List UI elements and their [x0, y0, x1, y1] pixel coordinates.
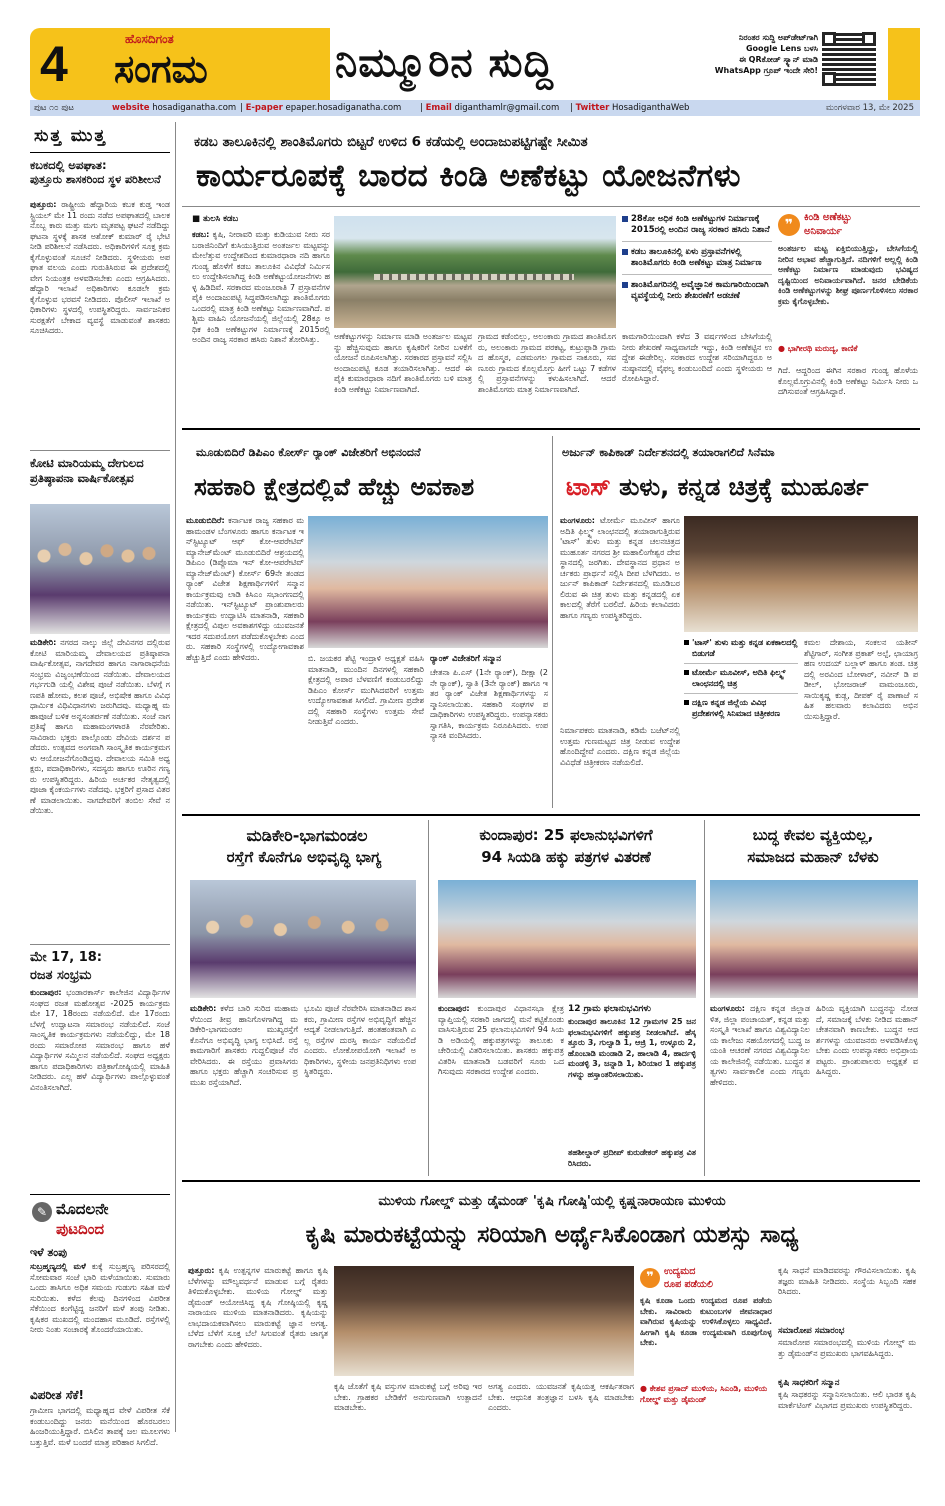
- bottom-headline: ಕೃಷಿ ಮಾರುಕಟ್ಟೆಯನ್ನು ಸರಿಯಾಗಿ ಅರ್ಥೈಸಿಕೊಂಡಾಗ ಯಶಸ್ಸು ಸಾಧ್ಯ: [305, 1222, 799, 1248]
- story2-headline: ಕೋಟಿ ಮಾರಿಯಮ್ಮ ದೇಗುಲದ ಪ್ರತಿಷ್ಠಾಪನಾ ವಾರ್ಷಿಕೋತ್ಸವ: [30, 456, 144, 485]
- lead-kicker: ಕಡಬ ತಾಲೂಕಿನಲ್ಲಿ ಶಾಂತಿಮೊಗರು ಬಿಟ್ಟರೆ ಉಳಿದ 6 ಕಡೆಯಲ್ಲಿ ಅಂದಾಜುಪಟ್ಟಿಗಷ್ಟೇ ಸೀಮಿತ: [194, 134, 588, 150]
- column-rule: [175, 122, 176, 1432]
- coop-body3: ಚೇತನಾ ಪಿ.ಎಸ್ (1ನೇ ರ್‍ಯಾಂಕ್), ದೀಕ್ಷಾ (2ನೇ ರ್‍ಯಾಂಕ್), ಸ್ವಾತಿ (3ನೇ ರ್‍ಯಾಂಕ್) ಹಾಗೂ ಇತರ ರ್‍ಯಾಂಕ್ ವಿಜೇತ ಶಿಕ್ಷಣಾರ್ಥಿಗಳನ್ನು ಸನ್ಮಾನಿಸಲಾಯಿತು. ಸಹಕಾರಿ ಸಂಘಗಳ ಪದಾಧಿಕಾರಿಗಳು ಉಪಸ್ಥಿತರಿದ್ದರು. ಉಪನ್ಯಾಸಕರು ಸ್ವಾಗತಿಸಿ, ಕಾರ್ಯಕ್ರಮ ನಿರೂಪಿಸಿದರು. ಉಪನ್ಯಾಸಕಿ ವಂದಿಸಿದರು.: [430, 668, 548, 740]
- quote-author: ● ಕೇಶವ ಪ್ರಸಾದ್ ಮುಳಿಯ, ಸಿಎಂಡಿ, ಮುಳಿಯ ಗೋಲ್ಡ್ ಮತ್ತು ಡೈಮಂಡ್: [640, 1384, 768, 1404]
- kundapura-story: [430, 818, 702, 1178]
- box-author: ● ಭಾಗೀರಥಿ ಮರುದ್ಯ, ಕಾಣಿಕೆ: [778, 344, 858, 353]
- column-rule: [428, 820, 429, 1176]
- bottom-sub2: ಕೃಷಿ ಸಾಧಕರಿಗೆ ಸನ್ಮಾನ: [778, 1378, 840, 1388]
- column-rule: [552, 436, 553, 808]
- bottom-story: [182, 1184, 920, 1434]
- film-photo: [684, 516, 918, 632]
- coop-subhead: ರ್‍ಯಾಂಕ್ ವಿಜೇತರಿಗೆ ಸನ್ಮಾನ: [430, 654, 501, 664]
- bottom-body1: ಪುತ್ತೂರು: ಕೃಷಿ ಉತ್ಪನ್ನಗಳ ಮಾರುಕಟ್ಟೆ ಹಾಗೂ ಕೃಷಿ ಬೆಳೆಗಳನ್ನು ಮೌಲ್ಯವರ್ಧನೆ ಮಾಡುವ ಬಗ್ಗೆ ರೈತರು ತಿಳಿದುಕೊಳ್ಳಬೇಕು. ಮುಳಿಯ ಗೋಲ್ಡ್ ಮತ್ತು ಡೈಮಂಡ್ ಆಯೋಜಿಸಿದ್ದ ಕೃಷಿ ಗೋಷ್ಠಿಯಲ್ಲಿ ಕೃಷ್ಣನಾರಾಯಣ ಮುಳಿಯ ಮಾತನಾಡಿದರು. ಕೃಷಿಯನ್ನು ಲಾಭದಾಯಕವಾಗಿಸಲು ಮಾರುಕಟ್ಟೆ ಜ್ಞಾನ ಅಗತ್ಯ. ಬೆಳೆದ ಬೆಳೆಗೆ ಸೂಕ್ತ ಬೆಲೆ ಸಿಗುವಂತೆ ರೈತರು ಜಾಗೃತರಾಗಬೇಕು ಎಂದು ಹೇಳಿದರು.: [188, 1266, 328, 1349]
- bullet-item: ಶಾಂತಿಮೊಗರಿನಲ್ಲಿ ಅವೈಜ್ಞಾನಿಕ ಕಾಮಗಾರಿಯಿಂದಾಗಿ ವ್ಯವಸ್ಥೆಯಲ್ಲಿ ನೀರು ಶೇಖರಣೆಗೆ ಅಡಚಣೆ: [622, 280, 772, 302]
- buddha-body1: ಮಂಗಳೂರು: ದಕ್ಷಿಣ ಕನ್ನಡ ಜಿಲ್ಲಾಡಳಿತ, ಜಿಲ್ಲಾ ಪಂಚಾಯತ್, ಕನ್ನಡ ಮತ್ತು ಸಂಸ್ಕೃತಿ ಇಲಾಖೆ ಹಾಗೂ ವಿಶ್ವವಿದ್ಯಾನಿಲಯ ಕಾಲೇಜು ಸಹಯೋಗದಲ್ಲಿ ಬುದ್ಧ ಜಯಂತಿ ಆಚರಣೆ ನಗರದ ವಿಶ್ವವಿದ್ಯಾನಿಲಯ ಕಾಲೇಜಿನಲ್ಲಿ ನಡೆಯಿತು. ಬುದ್ಧನ ತತ್ವಗಳು ಸಾರ್ವಕಾಲಿಕ ಎಂದು ಗಣ್ಯರು ಹೇಳಿದರು.: [710, 1004, 810, 1087]
- film-story: [556, 432, 920, 812]
- buddha-headline1: ಬುದ್ಧ ಕೇವಲ ವ್ಯಕ್ತಿಯಲ್ಲ,: [752, 826, 874, 844]
- lead-body-col1: ಕಡಬ: ಕೃಷಿ, ನೀರಾವರಿ ಮತ್ತು ಕುಡಿಯುವ ನೀರು ಸರಬರಾಜಿನಿಂದಿಗೆ ಕುಸಿಯುತ್ತಿರುವ ಅಂತರ್ಜಲ ಮಟ್ಟವನ್ನು ಮೇಲೆತ್ತುವ ಉದ್ದೇಶದಿಂದ ಕುಮಾರಧಾರಾ ನದಿ ಹಾಗೂ ಗುಂಡ್ಯ ಹೊಳೆಗೆ ಕಡಬ ತಾಲೂಕಿನ ವಿವಿಧೆಡೆ ನಿರ್ಮಿಸಲು ಉದ್ದೇಶಿಸಲಾಗಿದ್ದ ಕಿಂಡಿ ಅಣೆಕಟ್ಟುಯೋಜನೆಗಳು ಹಳ್ಳ ಹಿಡಿದಿವೆ. ಸರಕಾರದ ಮಂಜೂರಾತಿ 7 ಪ್ರಸ್ತಾವನೆಗಳ ಪೈಕಿ ಅಂದಾಜುಪಟ್ಟಿ ಸಿದ್ಧಪಡಿಸಲಾಗಿದ್ದು ಶಾಂತಿಮೊಗರು ಒಂದರಲ್ಲಿ ಮಾತ್ರ ಕಿಂಡಿ ಅಣೆಕಟ್ಟು ನಿರ್ಮಾಣವಾಗಿದೆ. ಪಶ್ಚಿಮ ವಾಹಿನಿ ಯೋಜನೆಯಲ್ಲಿ ಜಿಲ್ಲೆಯಲ್ಲಿ 28ಕ್ಕೂ ಅಧಿಕ ಕಿಂಡಿ ಅಣೆಕಟ್ಟುಗಳ ನಿರ್ಮಾಣಕ್ಕೆ 2015ರಲ್ಲಿ ಅಂದಿನ ರಾಜ್ಯ ಸರಕಾರ ಹಸಿರು ನಿಶಾನೆ ತೋರಿಸಿತ್ತು.: [192, 230, 330, 344]
- bottom-kicker: ಮುಳಿಯ ಗೋಲ್ಡ್ ಮತ್ತು ಡೈಮಂಡ್ 'ಕೃಷಿ ಗೋಷ್ಠಿ'ಯಲ್ಲಿ ಕೃಷ್ಣನಾರಾಯಣ ಮುಳಿಯ: [378, 1194, 726, 1209]
- column-rule: [704, 820, 705, 1176]
- bottom-body5: ಸಮಾರೋಪ ಸಮಾರಂಭದಲ್ಲಿ ಮುಳಿಯ ಗೋಲ್ಡ್ ಮತ್ತು ಡೈಮಂಡ್‌ನ ಪ್ರಮುಖರು ಭಾಗವಹಿಸಿದ್ದರು.: [778, 1338, 916, 1358]
- divider: [30, 450, 170, 451]
- story4-sub2: ವಿಪರೀತ ಸೆಕೆ!: [30, 1388, 84, 1402]
- box-title2: ಅನಿವಾರ್ಯ: [804, 226, 842, 237]
- lead-story: [182, 122, 920, 424]
- qr-code-icon[interactable]: [822, 32, 876, 86]
- qr-text: ನಿರಂತರ ಸುದ್ದಿ ಅಪ್‌ಡೇಟ್‌ಗಾಗಿ Google Lens ಬಳಸಿ ಈ QRಕೋಡ್ ಸ್ಕ್ಯಾನ್ ಮಾಡಿ WhatsApp ಗ್ರೂಪ್ ಇಂದೇ ಸೇರಿ!: [714, 33, 818, 75]
- corner-block: [888, 28, 920, 100]
- masthead: [30, 28, 920, 100]
- issue-date: ಮಂಗಳವಾರ 13, ಮೇ 2025: [825, 103, 914, 113]
- bullet-item: 'ಟಾಸ್' ತುಳು ಮತ್ತು ಕನ್ನಡ ಏಕಕಾಲದಲ್ಲಿ ಬಿಡುಗಡೆ: [684, 638, 798, 659]
- story4-sub1: ಇಳೆ ತಂಪು: [30, 1246, 68, 1259]
- coop-body2: ಬಿ. ಜಯಕರ ಶೆಟ್ಟಿ ಇಂದ್ರಾಳಿ ಅಧ್ಯಕ್ಷತೆ ವಹಿಸಿ ಮಾತನಾಡಿ, ಮುಂದಿನ ದಿನಗಳಲ್ಲಿ ಸಹಕಾರಿ ಕ್ಷೇತ್ರದಲ್ಲಿ ಅಪಾರ ಬೆಳವಣಿಗೆ ಕಂಡುಬರಲಿದ್ದು ಡಿಪಿಎಂ ಕೋರ್ಸ್ ಮುಗಿಸಿದವರಿಗೆ ಉತ್ತಮ ಉದ್ಯೋಗಾವಕಾಶ ಸಿಗಲಿದೆ. ಗ್ರಾಮೀಣ ಪ್ರದೇಶದಲ್ಲಿ ಸಹಕಾರಿ ಸಂಸ್ಥೆಗಳು ಉತ್ತಮ ಸೇವೆ ನೀಡುತ್ತಿವೆ ಎಂದರು.: [308, 654, 424, 726]
- page-number: 4: [40, 36, 68, 92]
- divider: [30, 944, 170, 945]
- pages-count: ಪುಟ ೧೦ ಪುಟ: [34, 103, 74, 113]
- buddha-headline2: ಸಮಾಜದ ಮಹಾನ್ ಬೆಳಕು: [747, 848, 879, 866]
- lead-body-col5: ಗಿದೆ. ಆದ್ದರಿಂದ ಈಗಿನ ಸರಕಾರ ಗುಂಡ್ಯ ಹೊಳೆಯ ಕೊಲ್ಲಮೊಗ್ರುವಿನಲ್ಲಿ ಕಿಂಡಿ ಅಣೆಕಟ್ಟು ನಿರ್ಮಿಸಿ ನೀರು ಒದಗಿಸುವಂತೆ ಆಗ್ರಹಿಸಿದ್ದಾರೆ.: [778, 366, 918, 396]
- bullet-item: ದಕ್ಷಿಣ ಕನ್ನಡ ಜಿಲ್ಲೆಯ ವಿವಿಧ ಪ್ರದೇಶಗಳಲ್ಲಿ ಸಿನಿಮಾದ ಚಿತ್ರೀಕರಣ: [684, 698, 798, 719]
- masthead-title: ನಿಮ್ಮೂರಿನ ಸುದ್ದಿ: [335, 40, 554, 86]
- lead-body-col2: ಅಣೆಕಟ್ಟುಗಳನ್ನು ನಿರ್ಮಾಣ ಮಾಡಿ ಅಂತರ್ಜಲ ಮಟ್ಟವನ್ನು ಹೆಚ್ಚಿಸುವುದು ಹಾಗೂ ಕೃಷಿಕರಿಗೆ ನೀರಿನ ಬಳಕೆಗೆ ಯೋಜನೆ ರೂಪಿಸಲಾಗಿತ್ತು. ಸರಕಾರದ ಪ್ರಸ್ತಾವನೆ ಸಲ್ಲಿಸಿ ಅಂದಾಜುಪಟ್ಟಿ ಕೂಡ ತಯಾರಿಸಲಾಗಿತ್ತು. ಆದರೆ ಈ ಪೈಕಿ ಕುಮಾರಧಾರಾ ನದಿಗೆ ಶಾಂತಿಮೊಗರು ಬಳಿ ಮಾತ್ರ ಕಿಂಡಿ ಅಣೆಕಟ್ಟು ನಿರ್ಮಾಣವಾಗಿದೆ.: [334, 332, 472, 394]
- story1-body: ಪುತ್ತೂರು: ರಾಷ್ಟ್ರೀಯ ಹೆದ್ದಾರಿಯ ಕಬಕ ಕುಡ್ತ ಇಂಡಸ್ಟ್ರಿಯಲ್ ಮೇ 11 ರಂದು ನಡೆದ ಅಪಘಾತದಲ್ಲಿ ಬಾಲಕನೊಬ್ಬ ಕಾರು ಮತ್ತು ಮಗು ಮೃತಪಟ್ಟ ಘಟನೆ ನಡೆದಿದ್ದು ಘಟನಾ ಸ್ಥಳಕ್ಕೆ ಶಾಸಕ ಅಶೋಕ್ ಕುಮಾರ್ ರೈ ಭೇಟಿ ನೀಡಿ ಪರಿಶೀಲನೆ ನಡೆಸಿದರು. ಅಧಿಕಾರಿಗಳಿಗೆ ಸೂಕ್ತ ಕ್ರಮ ಕೈಗೊಳ್ಳುವಂತೆ ಸೂಚನೆ ನೀಡಿದರು. ಸ್ಥಳೀಯರು ಅಪಘಾತ ವಲಯ ಎಂದು ಗುರುತಿಸಿರುವ ಈ ಪ್ರದೇಶದಲ್ಲಿ ವೇಗ ನಿಯಂತ್ರಕ ಅಳವಡಿಸಬೇಕು ಎಂದು ಆಗ್ರಹಿಸಿದರು. ಹೆದ್ದಾರಿ ಇಲಾಖೆ ಅಧಿಕಾರಿಗಳು ಕೂಡಲೇ ಕ್ರಮ ಕೈಗೊಳ್ಳುವ ಭರವಸೆ ನೀಡಿದರು. ಪೊಲೀಸ್ ಇಲಾಖೆ ಅಧಿಕಾರಿಗಳು ಸ್ಥಳದಲ್ಲಿ ಉಪಸ್ಥಿತರಿದ್ದರು. ಸಾರ್ವಜನಿಕರ ಸುರಕ್ಷತೆಗೆ ಬೇಕಾದ ವ್ಯವಸ್ಥೆ ಮಾಡುವಂತೆ ಶಾಸಕರು ಸೂಚಿಸಿದರು.: [30, 200, 170, 335]
- kundapura-photo: [438, 880, 696, 998]
- story4-headline1: ಮೊದಲನೇ: [56, 1200, 109, 1218]
- villages-box: [568, 1004, 696, 1144]
- box-body: ಅಂತರ್ಜಲ ಮಟ್ಟ ಏಕ್ತಿಬಿಯುತ್ತಿದ್ದು, ಬೇಸಿಗೆಯಲ್ಲಿ ನೀರಿನ ಅಭಾವ ಹೆಚ್ಚಾಗುತ್ತಿದೆ. ನದಿಗಳಿಗೆ ಅಲ್ಲಲ್ಲಿ ಕಿಂಡಿ ಅಣೆಕಟ್ಟು ನಿರ್ಮಾಣ ಮಾಡುವುದು ಭವಿಷ್ಯದ ದೃಷ್ಟಿಯಿಂದ ಅನಿವಾರ್ಯವಾಗಿದೆ. ಜನರ ಬೇಡಿಕೆಯ ಕಿಂಡಿ ಅಣೆಕಟ್ಟುಗಳನ್ನು ಶೀಘ್ರ ಪೂರ್ಣಗೊಳಿಸಲು ಸರಕಾರ ಕ್ರಮ ಕೈಗೊಳ್ಳಬೇಕು.: [778, 244, 918, 306]
- website-link[interactable]: website hosadiganatha.com: [112, 103, 237, 113]
- quote-title2: ರೂಪ ಪಡೆಯಲಿ: [664, 1279, 713, 1290]
- epaper-link[interactable]: | E-paper epaper.hosadiganatha.com: [240, 103, 402, 113]
- film-body3: ನಿರ್ಮಾಪಕರು ಮಾತನಾಡಿ, ಕಡಿಮೆ ಬಜೆಟ್‌ನಲ್ಲಿ ಉತ್ತಮ ಗುಣಮಟ್ಟದ ಚಿತ್ರ ನೀಡುವ ಉದ್ದೇಶ ಹೊಂದಿದ್ದೇವೆ ಎಂದರು. ದಕ್ಷಿಣ ಕನ್ನಡ ಜಿಲ್ಲೆಯ ವಿವಿಧೆಡೆ ಚಿತ್ರೀಕರಣ ನಡೆಯಲಿದೆ.: [560, 726, 680, 767]
- bullet-item: ಕಡಬ ತಾಲೂಕಿನಲ್ಲಿ ಏಳು ಪ್ರಸ್ತಾವನೆಗಳಲ್ಲಿ ಶಾಂತಿಮೊಗರು ಕಿಂಡಿ ಅಣೆಕಟ್ಟು ಮಾತ್ರ ನಿರ್ಮಾಣ: [622, 247, 772, 269]
- river-dam-photo: [334, 216, 616, 328]
- bottom-body6: ಕೃಷಿ ಸಾಧಕರನ್ನು ಸನ್ಮಾನಿಸಲಾಯಿತು. ಆಲಿ ಭಾರತ ಕೃಷಿ ಮಾರ್ಕೆಟಿಂಗ್ ವಿಭಾಗದ ಪ್ರಮುಖರು ಉಪಸ್ಥಿತರಿದ್ದರು.: [778, 1390, 916, 1410]
- story3-body: ಕುಂದಾಪುರ: ಭಂಡಾರಕಾರ್ಸ್ ಕಾಲೇಜಿನ ವಿದ್ಯಾರ್ಥಿಗಳ ಸಂಘದ ರಜತ ಮಹೋತ್ಸವ -2025 ಕಾರ್ಯಕ್ರಮ ಮೇ 17, 18ರಂದು ನಡೆಯಲಿದೆ. ಮೇ 17ರಂದು ಬೆಳಗ್ಗೆ ಉದ್ಘಾಟನಾ ಸಮಾರಂಭ ನಡೆಯಲಿದೆ. ಸಂಜೆ ಸಾಂಸ್ಕೃತಿಕ ಕಾರ್ಯಕ್ರಮಗಳು ನಡೆಯಲಿದ್ದು, ಮೇ 18ರಂದು ಸಮಾರೋಪ ಸಮಾರಂಭ ಹಾಗೂ ಹಳೆ ವಿದ್ಯಾರ್ಥಿಗಳ ಸಮ್ಮಿಲನ ನಡೆಯಲಿದೆ. ಸಂಘದ ಅಧ್ಯಕ್ಷರು ಹಾಗೂ ಪದಾಧಿಕಾರಿಗಳು ಪತ್ರಿಕಾಗೋಷ್ಠಿಯಲ್ಲಿ ಮಾಹಿತಿ ನೀಡಿದರು. ಎಲ್ಲ ಹಳೆ ವಿದ್ಯಾರ್ಥಿಗಳು ಪಾಲ್ಗೊಳ್ಳುವಂತೆ ವಿನಂತಿಸಲಾಗಿದೆ.: [30, 988, 170, 1092]
- story1-headline1: ಕಬಕದಲ್ಲಿ ಅಪಘಾತ:: [30, 158, 107, 172]
- bottom-sub1: ಸಮಾರೋಪ ಸಮಾರಂಭ: [778, 1326, 845, 1336]
- section-rule: [182, 814, 920, 816]
- villages-box-title: 12 ಗ್ರಾಮ ಫಲಾನುಭವಿಗಳು: [568, 1004, 652, 1014]
- bullet-item: ಟೋರ್ಮೆ ಮೂವೀಸ್, ಅದಿತಿ ಫಿಲ್ಮ್ಸ್‌ ಲಾಂಛನದಲ್ಲಿ ಚಿತ್ರ: [684, 668, 798, 689]
- kundapura-body1: ಕುಂದಾಪುರ: ಕುಂದಾಪುರ ವಿಧಾನಸಭಾ ಕ್ಷೇತ್ರ ವ್ಯಾಪ್ತಿಯಲ್ಲಿ ಸರಕಾರಿ ಜಾಗದಲ್ಲಿ ಮನೆ ಕಟ್ಟಿಕೊಂಡು ವಾಸಿಸುತ್ತಿರುವ 25 ಫಲಾನುಭವಿಗಳಿಗೆ 94 ಸಿಯಡಿ ಅಡಿಯಲ್ಲಿ ಹಕ್ಕುಪತ್ರಗಳನ್ನು ತಾಲೂಕು ಕಚೇರಿಯಲ್ಲಿ ವಿತರಿಸಲಾಯಿತು. ಶಾಸಕರು ಹಕ್ಕುಪತ್ರ ವಿತರಿಸಿ ಮಾತನಾಡಿ ಬಡವರಿಗೆ ಸೂರು ಒದಗಿಸುವುದು ಸರಕಾರದ ಉದ್ದೇಶ ಎಂದರು.: [438, 1004, 564, 1076]
- quote-icon: ❞: [778, 214, 800, 236]
- divider: [182, 206, 920, 207]
- box-title1: ಕಿಂಡಿ ಅಣೆಕಟ್ಟು: [804, 212, 852, 223]
- kundapura-headline1: ಕುಂದಾಪುರ: 25 ಫಲಾನುಭವಿಗಳಿಗೆ: [479, 826, 653, 844]
- opinion-box: [778, 212, 918, 362]
- story3-headline2: ರಜತ ಸಂಭ್ರಮ: [30, 968, 92, 983]
- road-body1: ಮಡಿಕೇರಿ: ಕಳೆದ ಬಾರಿ ಸುರಿದ ಮಹಾಮಳೆಯಿಂದ ತೀವ್ರ ಹಾನಿಗೊಳಗಾಗಿದ್ದ ಮಡಿಕೇರಿ-ಭಾಗಮಂಡಲ ಮುಖ್ಯರಸ್ತೆಗೆ ಕೊನೆಗೂ ಅಭಿವೃದ್ಧಿ ಭಾಗ್ಯ ಲಭಿಸಿದೆ. ರಸ್ತೆ ಕಾಮಗಾರಿಗೆ ಶಾಸಕರು ಗುದ್ದಲಿಪೂಜೆ ನೆರವೇರಿಸಿದರು. ಈ ರಸ್ತೆಯು ಪ್ರವಾಸಿಗರು ಹಾಗೂ ಭಕ್ತರು ಹೆಚ್ಚಾಗಿ ಸಂಚರಿಸುವ ಪ್ರಮುಖ ರಸ್ತೆಯಾಗಿದೆ.: [190, 1004, 298, 1087]
- story4-headline2: ಪುಟದಿಂದ: [56, 1220, 105, 1238]
- pencil-icon: ✎: [32, 1202, 52, 1222]
- film-bullets: [684, 638, 798, 719]
- road-headline2: ರಸ್ತೆಗೆ ಕೊನೆಗೂ ಅಭಿವೃದ್ಧಿ ಭಾಗ್ಯ: [226, 848, 382, 866]
- bottom-photo: [334, 1266, 634, 1376]
- road-photo: [190, 880, 416, 998]
- temple-photo: [30, 504, 170, 634]
- brand-big: ಸಂಗಮ: [114, 47, 208, 91]
- villages-box-body: ಕುಂದಾಪುರ ತಾಲೂಕಿನ 12 ಗ್ರಾಮಗಳ 25 ಜನ ಫಲಾನುಭವಿಗಳಿಗೆ ಹಕ್ಕುಪತ್ರ ನೀಡಲಾಗಿದೆ. ಹೆಸ್ಕತ್ತೂರು 3, ಗುಲ್ವಾಡಿ 1, ಆಜ್ರಿ 1, ಉಳ್ಳೂರು 2, ಹೊಂಬಾಡಿ ಮಂಡಾಡಿ 2, ಹಾಲಾಡಿ 4, ಹಾರ್ದಳ್ಳಿ ಮಂಡಳ್ಳಿ 3, ಜನ್ನಾಡಿ 1, ಶಿರಿಯಾರ 1 ಹಕ್ಕುಪತ್ರಗಳನ್ನು ಹಸ್ತಾಂತರಿಸಲಾಯಿತು.: [568, 1017, 696, 1079]
- buddha-story: [706, 818, 920, 1178]
- lead-byline: ■ ತುಲಸಿ ಕಡಬ: [192, 214, 239, 224]
- film-headline: ಟಾಸ್ ತುಳು, ಕನ್ನಡ ಚಿತ್ರಕ್ಕೆ ಮುಹೂರ್ತ: [566, 473, 869, 501]
- quote-body: ಕೃಷಿ ಕೂಡಾ ಒಂದು ಉದ್ಯಮದ ರೂಪ ಪಡೆಯಬೇಕು. ಸಾವಿರಾರು ಕುಟುಂಬಗಳ ಜೀವನಾಧಾರವಾಗಿರುವ ಕೃಷಿಯನ್ನು ಉಳಿಸಿಕೊಳ್ಳಲು ಸಾಧ್ಯವಿದೆ. ಹೀಗಾಗಿ ಕೃಷಿ ಕೂಡಾ ಉದ್ಯಮವಾಗಿ ರೂಪುಗೊಳ್ಳಬೇಕು.: [640, 1296, 772, 1347]
- bullet-item: 28ಕೋ ಅಧಿಕ ಕಿಂಡಿ ಅಣೆಕಟ್ಟುಗಳ ನಿರ್ಮಾಣಕ್ಕೆ 2015ರಲ್ಲಿ ಅಂದಿನ ರಾಜ್ಯ ಸರಕಾರ ಹಸಿರು ನಿಶಾನೆ: [622, 214, 772, 236]
- kundapura-author: ತಹಶೀಲ್ದಾರ್ ಪ್ರದೀಪ್ ಕುರುಡೇಕರ್ ಹಕ್ಕುಪತ್ರ ವಿತರಿಸಿದರು.: [568, 1148, 696, 1168]
- film-kicker: ಅರ್ಜುನ್ ಕಾಪಿಕಾಡ್ ನಿರ್ದೇಶನದಲ್ಲಿ ತಯಾರಾಗಲಿದೆ ಸಿನೆಮಾ: [562, 446, 775, 459]
- brand-small: ಹೊಸದಿಗಂತ: [125, 32, 174, 46]
- bottom-body3: ಅಗತ್ಯ ಎಂದರು. ಯುವಜನತೆ ಕೃಷಿಯತ್ತ ಆಕರ್ಷಿತರಾಗಬೇಕು. ಆಧುನಿಕ ತಂತ್ರಜ್ಞಾನ ಬಳಸಿ ಕೃಷಿ ಮಾಡಬೇಕು ಎಂದರು.: [488, 1382, 634, 1412]
- story4-body1: ಸುಬ್ರಹ್ಮಣ್ಯದಲ್ಲಿ ಮಳೆ ಕುಕ್ಕೆ ಸುಬ್ರಹ್ಮಣ್ಯ ಪರಿಸರದಲ್ಲಿ ಸೋಮವಾರ ಸಂಜೆ ಭಾರಿ ಮಳೆಯಾಯಿತು. ಸುಮಾರು ಒಂದು ತಾಸಿಗೂ ಅಧಿಕ ಸಮಯ ಗುಡುಗು ಸಹಿತ ಮಳೆ ಸುರಿಯಿತು. ಕಳೆದ ಕೆಲವು ದಿನಗಳಿಂದ ವಿಪರೀತ ಸೆಕೆಯಿಂದ ಕಂಗೆಟ್ಟಿದ್ದ ಜನರಿಗೆ ಮಳೆ ತಂಪು ನೀಡಿತು. ಕೃಷಿಕರ ಮುಖದಲ್ಲಿ ಮಂದಹಾಸ ಮೂಡಿದೆ. ರಸ್ತೆಗಳಲ್ಲಿ ನೀರು ನಿಂತು ಸಂಚಾರಕ್ಕೆ ತೊಂದರೆಯಾಯಿತು.: [30, 1262, 170, 1334]
- road-headline1: ಮಡಿಕೇರಿ-ಭಾಗಮಂಡಲ: [246, 826, 368, 845]
- story2-body: ಮಡಿಕೇರಿ: ನಗರದ ನಾಲ್ಕು ಜಿಲ್ಲೆ ದೇವಿನಗರ ದಲ್ಲಿರುವ ಕೋಟಿ ಮಾರಿಯಮ್ಮ ದೇವಾಲಯದ ಪ್ರತಿಷ್ಠಾಪನಾ ವಾರ್ಷಿಕೋತ್ಸವ, ನಾಗದೇವರ ಹಾಗೂ ನಾಗಾರಾಧನೆಯ ಸಂಭ್ರಮ ವಿಜೃಂಭಣೆಯಿಂದ ನಡೆಯಿತು. ದೇವಾಲಯದ ಗರ್ಭಗುಡಿ ಯಲ್ಲಿ ವಿಶೇಷ ಪೂಜೆ ನಡೆಯಿತು. ಬೆಳಗ್ಗೆ ಗಣಪತಿ ಹೋಮ, ಕಲಶ ಪೂಜೆ, ಅಭಿಷೇಕ ಹಾಗೂ ವಿವಿಧ ಧಾರ್ಮಿಕ ವಿಧಿವಿಧಾನಗಳು ಜರುಗಿದವು. ಮಧ್ಯಾಹ್ನ ಮಹಾಪೂಜೆ ಬಳಿಕ ಅನ್ನಸಂತರ್ಪಣೆ ನಡೆಯಿತು. ಸಂಜೆ ನಾಗಪ್ರತಿಷ್ಠೆ ಹಾಗೂ ಮಹಾಮಂಗಳಾರತಿ ನೆರವೇರಿತು. ಸಾವಿರಾರು ಭಕ್ತರು ಪಾಲ್ಗೊಂಡು ದೇವಿಯ ದರ್ಶನ ಪಡೆದರು. ಉತ್ಸವದ ಅಂಗವಾಗಿ ಸಾಂಸ್ಕೃತಿಕ ಕಾರ್ಯಕ್ರಮಗಳು ಆಯೋಜನೆಗೊಂಡಿದ್ದವು. ದೇವಾಲಯ ಸಮಿತಿ ಅಧ್ಯಕ್ಷರು, ಪದಾಧಿಕಾರಿಗಳು, ಸದಸ್ಯರು ಹಾಗೂ ಊರಿನ ಗಣ್ಯರು ಉಪಸ್ಥಿತರಿದ್ದರು. ಹಿರಿಯ ಅರ್ಚಕರ ನೇತೃತ್ವದಲ್ಲಿ ಪೂಜಾ ಕೈಂಕರ್ಯಗಳು ನಡೆದವು. ಭಕ್ತರಿಗೆ ಪ್ರಸಾದ ವಿತರಣೆ ಮಾಡಲಾಯಿತು. ನಾಗದೇವರಿಗೆ ತಂಬಿಲ ಸೇವೆ ನಡೆಯಿತು.: [30, 638, 170, 815]
- story4-body2: ಗ್ರಾಮೀಣ ಭಾಗದಲ್ಲಿ ಮಧ್ಯಾಹ್ನದ ವೇಳೆ ವಿಪರೀತ ಸೆಕೆ ಕಂಡುಬಂದಿದ್ದು ಜನರು ಮನೆಯಿಂದ ಹೊರಬರಲು ಹಿಂಜರಿಯುತ್ತಿದ್ದಾರೆ. ಬಿಸಿಲಿನ ತಾಪಕ್ಕೆ ಜಲ ಮೂಲಗಳು ಬತ್ತುತ್ತಿವೆ. ಮಳೆ ಬಂದರೆ ಮಾತ್ರ ಪರಿಹಾರ ಸಿಗಲಿದೆ.: [30, 1406, 170, 1447]
- film-body1: ಮಂಗಳೂರು: ಟೋರ್ಮೆ ಮೂವೀಸ್ ಹಾಗೂ ಅದಿತಿ ಫಿಲ್ಮ್ಸ್ ಲಾಂಛನದಲ್ಲಿ ತಯಾರಾಗುತ್ತಿರುವ 'ಟಾಸ್' ತುಳು ಮತ್ತು ಕನ್ನಡ ಚಲನಚಿತ್ರದ ಮುಹೂರ್ತ ನಗರದ ಶ್ರೀ ಮಹಾಲಿಂಗೇಶ್ವರ ದೇವಸ್ಥಾನದಲ್ಲಿ ಜರಗಿತು. ದೇವಸ್ಥಾನದ ಪ್ರಧಾನ ಅರ್ಚಕರು ಪ್ರಾರ್ಥನೆ ಸಲ್ಲಿಸಿ ದೀಪ ಬೆಳಗಿದರು. ಅರ್ಜುನ್ ಕಾಪಿಕಾಡ್ ನಿರ್ದೇಶನದಲ್ಲಿ ಮೂಡಿಬರಲಿರುವ ಈ ಚಿತ್ರ ತುಳು ಮತ್ತು ಕನ್ನಡದಲ್ಲಿ ಏಕಕಾಲದಲ್ಲಿ ತೆರೆಗೆ ಬರಲಿದೆ. ಹಿರಿಯ ಕಲಾವಿದರು ಹಾಗೂ ಗಣ್ಯರು ಉಪಸ್ಥಿತರಿದ್ದರು.: [560, 516, 680, 620]
- coop-story: [182, 432, 552, 812]
- twitter-link[interactable]: | Twitter HosadiganthaWeb: [570, 103, 690, 113]
- lead-body-col4: ಕಾಮಗಾರಿಯಿಂದಾಗಿ ಕಳೆದ 3 ವರ್ಷಗಳಿಂದ ಬೇಸಿಗೆಯಲ್ಲಿ ನೀರು ಶೇಖರಣೆ ಸಾಧ್ಯವಾಗದೇ ಇದ್ದು, ಕಿಂಡಿ ಅಣೆಕಟ್ಟಿನ ಉದ್ದೇಶ ಈಡೇರಿಲ್ಲ. ಸರಕಾರದ ಉದ್ದೇಶ ಸರಿಯಾಗಿದ್ದರೂ ಅನುಷ್ಠಾನದಲ್ಲಿ ವೈಫಲ್ಯ ಕಂಡುಬಂದಿದೆ ಎಂದು ಸ್ಥಳೀಯರು ಆರೋಪಿಸಿದ್ದಾರೆ.: [622, 332, 772, 383]
- buddha-photo: [710, 880, 918, 998]
- sidebar-title: ಸುತ್ತ ಮುತ್ತ: [34, 126, 107, 146]
- divider: [30, 152, 170, 153]
- lead-body-col3: ಗ್ರಾಮದ ಕಡೆಂಬಿಲ್ಲು, ಅಲಂಕಾರು ಗ್ರಾಮದ ಶಾಂತಿಮೊಗರು, ಅಲಂಕಾರು ಗ್ರಾಮದ ಪರಕಟ್ಟ, ಕುಟ್ರುಪ್ಪಾಡಿ ಗ್ರಾಮದ ಹೊಸ್ಮಠ, ಎಡಮಂಗಲ ಗ್ರಾಮದ ನಾಕೂರು, ಸವಣೂರು ಗ್ರಾಮದ ಕೊಲ್ಲಮೊಗ್ರು ಹೀಗೆ ಒಟ್ಟು 7 ಕಡೆಗಳಲ್ಲಿ ಪ್ರಸ್ತಾವನೆಗಳನ್ನು ಕಳುಹಿಸಲಾಗಿದೆ. ಆದರೆ ಶಾಂತಿಮೊಗರು ಮಾತ್ರ ನಿರ್ಮಾಣವಾಗಿದೆ.: [478, 332, 616, 394]
- sidebar: [30, 122, 170, 1447]
- coop-body1: ಮೂಡುಬಿದಿರೆ: ಕರ್ನಾಟಕ ರಾಜ್ಯ ಸಹಕಾರ ಮಹಾಮಂಡಳ ಬೆಂಗಳೂರು ಹಾಗೂ ಕರ್ನಾಟಕ ಇನ್‌ಸ್ಟಿಟ್ಯೂಟ್ ಆಫ್ ಕೋ-ಆಪರೇಟಿವ್ ಮ್ಯಾನೇಜ್‌ಮೆಂಟ್ ಮೂಡುಬಿದಿರೆ ಆಶ್ರಯದಲ್ಲಿ ಡಿಪಿಎಂ (ಡಿಪ್ಲೊಮಾ ಇನ್ ಕೋ-ಆಪರೇಟಿವ್ ಮ್ಯಾನೇಜ್‌ಮೆಂಟ್) ಕೋರ್ಸ್ 69ನೇ ತಂಡದ ರ್‍ಯಾಂಕ್ ವಿಜೇತ ಶಿಕ್ಷಣಾರ್ಥಿಗಳಿಗೆ ಸನ್ಮಾನ ಕಾರ್ಯಕ್ರಮವು ಲಾಡಿ ಕಿಸಿಎಂ ಸಭಾಂಗಣದಲ್ಲಿ ನಡೆಯಿತು. ಇನ್‌ಸ್ಟಿಟ್ಯೂಟ್ ಪ್ರಾಂಶುಪಾಲರು ಕಾರ್ಯಕ್ರಮ ಉದ್ಘಾಟಿಸಿ ಮಾತನಾಡಿ, ಸಹಕಾರಿ ಕ್ಷೇತ್ರದಲ್ಲಿ ವಿಪುಲ ಅವಕಾಶಗಳಿದ್ದು ಯುವಜನತೆ ಇದರ ಸದುಪಯೋಗ ಪಡೆದುಕೊಳ್ಳಬೇಕು ಎಂದರು. ಸಹಕಾರಿ ಸಂಸ್ಥೆಗಳಲ್ಲಿ ಉದ್ಯೋಗಾವಕಾಶ ಹೆಚ್ಚುತ್ತಿದೆ ಎಂದು ಹೇಳಿದರು.: [186, 516, 304, 662]
- story1-headline2: ಪುತ್ತೂರು ಶಾಸಕರಿಂದ ಸ್ಥಳ ಪರಿಶೀಲನೆ: [30, 173, 161, 186]
- coop-kicker: ಮೂಡುಬಿದಿರೆ ಡಿಪಿಎಂ ಕೋರ್ಸ್ ರ್‍ಯಾಂಕ್ ವಿಜೇತರಿಗೆ ಅಭಿನಂದನೆ: [196, 446, 421, 459]
- film-body2: ಕಮಲ ದೇಶಾಯ, ಸಂಕಲನ ಯತೀನ್ ಶೆಟ್ಟಿಗಾರ್, ಸಂಗೀತ ಪ್ರಕಾಶ್ ಅಲ್ಪೆ, ಛಾಯಾಗ್ರಹಣ ಉದಯ್ ಬಲ್ಲಾಳ್ ಹಾಗೂ ತಂಡ. ಚಿತ್ರದಲ್ಲಿ ಅರವಿಂದ ಬೋಳಾರ್, ನವೀನ್ ಡಿ ಪಡೀಲ್, ಭೋಜರಾಜ್ ವಾಮಂಜೂರು, ಸಾಯಿಕೃಷ್ಣ ಕುಡ್ಲ, ದೀಪಕ್ ರೈ ಪಾಣಾಜೆ ಸಹಿತ ಹಲವಾರು ಕಲಾವಿದರು ಅಭಿನಯಿಸುತ್ತಿದ್ದಾರೆ.: [804, 638, 918, 721]
- buddha-body2: ಹಿರಿಯ ವ್ಯಕ್ತಿಯಾಗಿ ಬುದ್ಧನನ್ನು ನೋಡದೆ, ಸಮಾಜಕ್ಕೆ ಬೆಳಕು ನೀಡಿದ ಮಹಾನ್ ಚೇತನವಾಗಿ ಕಾಣಬೇಕು. ಬುದ್ಧನ ಆದರ್ಶಗಳನ್ನು ಯುವಜನರು ಅಳವಡಿಸಿಕೊಳ್ಳಬೇಕು ಎಂದು ಉಪನ್ಯಾಸಕರು ಅಭಿಪ್ರಾಯಪಟ್ಟರು. ಪ್ರಾಂಶುಪಾಲರು ಅಧ್ಯಕ್ಷತೆ ವಹಿಸಿದ್ದರು.: [816, 1004, 918, 1076]
- info-bar: [30, 100, 920, 116]
- divider: [30, 1194, 170, 1195]
- bottom-body2: ಕೃಷಿ ಜೊತೆಗೆ ಕೃಷಿ ವಸ್ತುಗಳ ಮಾರುಕಟ್ಟೆ ಬಗ್ಗೆ ಅರಿವು ಇರಬೇಕು. ಗ್ರಾಹಕರ ಬೇಡಿಕೆಗೆ ಅನುಗುಣವಾಗಿ ಉತ್ಪಾದನೆ ಮಾಡಬೇಕು.: [334, 1382, 482, 1412]
- lead-bullets: [622, 214, 772, 302]
- email-link[interactable]: | Email diganthamlr@gmail.com: [420, 103, 560, 113]
- bottom-body4: ಕೃಷಿ ಸಾಧನೆ ಮಾಡಿದವರನ್ನು ಗೌರವಿಸಲಾಯಿತು. ಕೃಷಿ ತಜ್ಞರು ಮಾಹಿತಿ ನೀಡಿದರು. ಸಂಸ್ಥೆಯ ಸಿಬ್ಬಂದಿ ಸಹಕರಿಸಿದರು.: [778, 1266, 916, 1296]
- road-story: [182, 818, 424, 1178]
- lead-headline: ಕಾರ್ಯರೂಪಕ್ಕೆ ಬಾರದ ಕಿಂಡಿ ಅಣೆಕಟ್ಟು ಯೋಜನೆಗಳು: [196, 158, 741, 194]
- kundapura-headline2: 94 ಸಿಯಡಿ ಹಕ್ಕು ಪತ್ರಗಳ ವಿತರಣೆ: [481, 848, 651, 866]
- story3-headline1: ಮೇ 17, 18:: [30, 950, 102, 965]
- quote-title1: ಉದ್ಯಮದ: [664, 1266, 696, 1277]
- coop-photo: [308, 516, 548, 648]
- road-body2: ಭೂಮಿ ಪೂಜೆ ನೆರವೇರಿಸಿ ಮಾತನಾಡಿದ ಶಾಸಕರು, ಗ್ರಾಮೀಣ ರಸ್ತೆಗಳ ಅಭಿವೃದ್ಧಿಗೆ ಹೆಚ್ಚಿನ ಆದ್ಯತೆ ನೀಡಲಾಗುತ್ತಿದೆ. ಹಂತಹಂತವಾಗಿ ಎಲ್ಲ ರಸ್ತೆಗಳ ದುರಸ್ತಿ ಕಾರ್ಯ ನಡೆಯಲಿದೆ ಎಂದರು. ಲೋಕೋಪಯೋಗಿ ಇಲಾಖೆ ಅಧಿಕಾರಿಗಳು, ಸ್ಥಳೀಯ ಜನಪ್ರತಿನಿಧಿಗಳು ಉಪಸ್ಥಿತರಿದ್ದರು.: [304, 1004, 416, 1076]
- section-rule: [182, 428, 920, 430]
- section-rule: [182, 1180, 920, 1182]
- quote-icon: ❞: [640, 1268, 660, 1288]
- quote-box: [640, 1266, 772, 1430]
- coop-headline: ಸಹಕಾರಿ ಕ್ಷೇತ್ರದಲ್ಲಿವೆ ಹೆಚ್ಚು ಅವಕಾಶ: [194, 473, 475, 501]
